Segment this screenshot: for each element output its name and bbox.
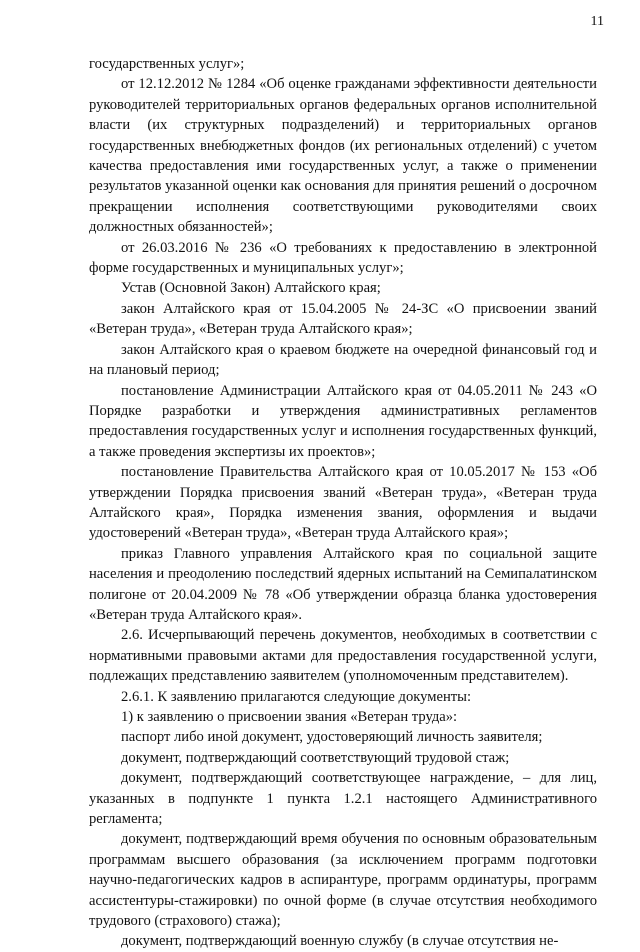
page-number: 11: [590, 14, 604, 29]
paragraph-resolution-243: постановление Администрации Алтайского края от 04.05.2011 № 243 «О Порядке разработки и утверждения административных регламентов предоставления государственных услуг и исполнения государственных функций, а также проведения экспертизы их проектов»;: [89, 382, 597, 460]
paragraph-budget-law: закон Алтайского края о краевом бюджете на очередной финансовый год и на плановый период;: [89, 341, 597, 379]
list-item-education: документ, подтверждающий время обучения по основным образовательным программам высшего образования (за исключением программ подготовки научно-педагогических кадров в аспирантуре, программ ординатуры, программ ассистентуры-стажировки) по очной форме (в случае отсутствия необходимого трудового (страхового) стажа);: [89, 831, 597, 930]
paragraph-order-78: приказ Главного управления Алтайского края по социальной защите населения и преодолению последствий ядерных испытаний на Семипалатинском полигоне от 20.04.2009 № 78 «Об утверждении образца бланка удостоверения «Ветеран труда Алтайского края».: [89, 545, 597, 623]
paragraph-continuation: государственных услуг»;: [89, 56, 245, 72]
paragraph-charter: Устав (Основной Закон) Алтайского края;: [121, 280, 381, 297]
paragraph-law-24zs: закон Алтайского края от 15.04.2005 № 24-ЗС «О присвоении званий «Ветеран труда», «Ветеран труда Алтайского края»;: [89, 300, 597, 338]
paragraph-decree-236: от 26.03.2016 № 236 «О требованиях к предоставлению в электронной форме государственных и муниципальных услуг»;: [89, 239, 597, 277]
list-item-award: документ, подтверждающий соответствующее награждение, – для лиц, указанных в подпункте 1 пункта 1.2.1 настоящего Административного регламента;: [89, 770, 597, 828]
list-item-passport: паспорт либо иной документ, удостоверяющий личность заявителя;: [121, 729, 543, 746]
list-item-work-experience: документ, подтверждающий соответствующий трудовой стаж;: [121, 749, 510, 766]
list-item-1: 1) к заявлению о присвоении звания «Ветеран труда»:: [121, 709, 458, 725]
paragraph-section-2-6-1: 2.6.1. К заявлению прилагаются следующие документы:: [121, 688, 472, 705]
document-body: [89, 54, 597, 952]
paragraph-resolution-153: постановление Правительства Алтайского края от 10.05.2017 № 153 «Об утверждении Порядка присвоения званий «Ветеран труда», «Ветеран труда Алтайского края», Порядка изменения звания, оформления и выдачи удостоверений «Ветеран труда», «Ветеран труда Алтайского края»;: [89, 464, 597, 542]
paragraph-decree-1284: от 12.12.2012 № 1284 «Об оценке гражданами эффективности деятельности руководителей территориальных органов федеральных органов исполнительной власти (их структурных подразделений) и территориальных органов государственных внебюджетных фондов (их региональных отделений) с учетом качества предоставления ими государственных услуг, а также о применении результатов указанной оценки как основания для принятия решений о досрочном прекращении исполнения соответствующими руководителями своих должностных обязанностей»;: [89, 76, 597, 236]
paragraph-section-2-6: 2.6. Исчерпывающий перечень документов, необходимых в соответствии с нормативными правовыми актами для предоставления государственной услуги, подлежащих представлению заявителем (уполномоченным представителем).: [89, 627, 597, 685]
list-item-military: документ, подтверждающий военную службу (в случае отсутствия не-: [121, 933, 559, 950]
